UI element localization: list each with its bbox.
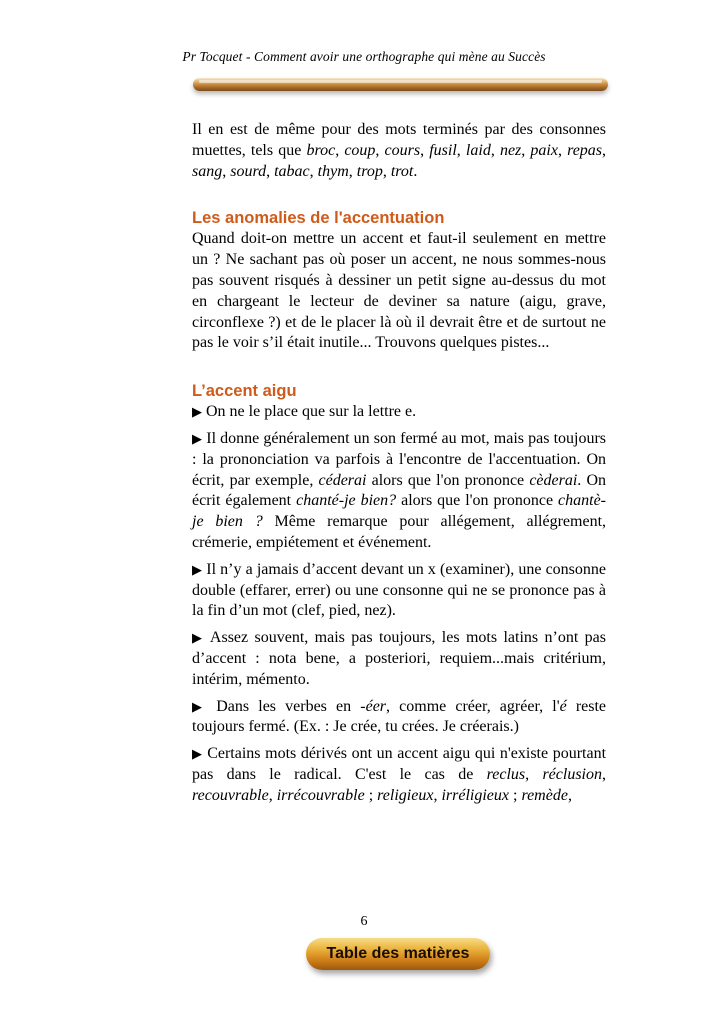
text-run: , — [375, 141, 385, 159]
text-run: , — [266, 162, 275, 180]
bullet-text — [192, 561, 606, 620]
bullet-paragraph — [192, 697, 606, 739]
text-run: Il en est de même pour des mots terminés par des consonnes muettes, tels que — [192, 121, 606, 159]
text-run: Il n’y a jamais d’accent devant un x (examiner), une consonne double (effarer, errer) ou une consonne qui ne se prononce pas à la fin d’un mot (clef, pied, nez). — [192, 560, 606, 620]
text-run: . On écrit également — [192, 471, 607, 510]
bullet-triangle-icon: ▶ — [192, 430, 203, 446]
text-run: alors que l'on prononce — [366, 471, 530, 489]
page-content — [192, 120, 606, 807]
text-run: Certains mots dérivés ont un accent aigu qui n'existe pourtant pas dans le radical. C'est le cas de — [192, 745, 607, 783]
italic-term: é — [559, 697, 567, 715]
bullet-triangle-icon: ▶ — [192, 698, 208, 714]
italic-term: nez — [499, 141, 522, 159]
bullet-text — [192, 698, 606, 736]
bullet-text — [192, 430, 606, 551]
italic-term: chanté-je bien? — [296, 492, 397, 510]
bullet-text — [206, 403, 416, 420]
text-run: , — [602, 765, 606, 783]
header-decorative-bar — [193, 78, 608, 91]
text-run: , — [348, 162, 357, 180]
text-run: , — [456, 141, 466, 159]
text-run: , — [268, 786, 277, 804]
italic-term: coup — [344, 141, 376, 159]
italic-term: thym — [317, 162, 349, 180]
section-heading-anomalies: Les anomalies de l'accentuation — [192, 209, 445, 228]
italic-term: recouvrable — [192, 786, 269, 804]
text-run: , — [382, 162, 391, 180]
table-of-contents-button[interactable]: Table des matières — [306, 938, 490, 970]
bullet-paragraph — [192, 560, 606, 622]
italic-term: fusil — [429, 141, 457, 159]
italic-term: irrécouvrable — [276, 786, 365, 804]
italic-term: sourd — [230, 162, 267, 180]
bullet-triangle-icon: ▶ — [192, 630, 205, 646]
italic-term: broc — [306, 141, 336, 159]
bullet-paragraph — [192, 429, 606, 554]
text-run: , — [521, 141, 531, 159]
text-run: Assez souvent, mais pas toujours, les mots latins n’ont pas d’accent : nota bene, a posteriori, requiem...mais critérium, intérim, mémento. — [192, 629, 607, 688]
italic-term: reclus — [486, 765, 526, 783]
text-run: Dans les verbes en — [216, 697, 361, 715]
text-run: Il donne généralement un son fermé au mot, mais pas toujours : la prononciation va parfois à l'encontre de l'accentuation. On écrit, par exemple, — [192, 429, 607, 489]
text-run: , comme créer, agréer, l' — [386, 697, 560, 715]
text-run: , — [335, 141, 345, 159]
text-run: , — [602, 141, 607, 159]
italic-term: cours — [384, 141, 421, 159]
text-run: , — [222, 162, 231, 180]
italic-term: céderai — [318, 471, 367, 489]
bullet-triangle-icon: ▶ — [192, 404, 202, 420]
text-run: , — [420, 141, 430, 159]
text-run: , — [309, 162, 318, 180]
italic-term: repas — [567, 141, 603, 159]
text-run: alors que l'on prononce — [396, 492, 559, 510]
text-run: Même remarque pour allégement, allégrement, crémerie, empiétement et événement. — [192, 513, 607, 551]
italic-term: trop — [356, 162, 383, 180]
italic-term: laid — [465, 141, 491, 159]
italic-term: sang — [192, 162, 223, 180]
bullet-paragraph — [192, 628, 606, 690]
bullet-text — [192, 745, 606, 804]
italic-term: réclusion — [542, 765, 602, 783]
bullet-triangle-icon: ▶ — [192, 561, 203, 577]
bullet-paragraph — [192, 402, 606, 423]
text-run: , — [525, 765, 543, 783]
italic-term: chantè-je bien ? — [192, 492, 607, 531]
anomalies-paragraph: Quand doit-on mettre un accent et faut-il seulement en mettre un ? Ne sachant pas où poser un accent, ne nous sommes-nous pas souvent risqués à dessiner un petit signe au-dessus du mot en chargeant le lecteur de deviner sa nature (aigu, grave, circonflexe ?) et de le placer là où il devrait être et de surtout ne pas le voir s’il était inutile... Trouvons quelques pistes... — [192, 230, 606, 352]
bullet-paragraph — [192, 744, 606, 806]
text-run: . — [413, 162, 418, 180]
bullet-triangle-icon: ▶ — [192, 746, 203, 762]
italic-term: irréligieux — [441, 786, 509, 804]
italic-term: paix — [530, 141, 558, 159]
italic-term: religieux — [377, 786, 434, 804]
text-run: ; — [508, 786, 522, 804]
italic-term: cèderai — [529, 471, 578, 489]
italic-term: -éer — [360, 697, 387, 715]
italic-term: remède — [521, 786, 568, 804]
text-run: , — [433, 786, 442, 804]
bullet-text — [192, 629, 606, 688]
page-header-title: Pr Tocquet - Comment avoir une orthographe qui mène au Succès — [182, 49, 546, 64]
italic-term: tabac — [274, 162, 310, 180]
text-run: ; — [364, 786, 378, 804]
italic-term: trot — [390, 162, 414, 180]
page-number: 6 — [360, 914, 368, 929]
intro-paragraph — [192, 120, 606, 182]
section-heading-accent-aigu: L’accent aigu — [192, 382, 297, 401]
text-run: reste toujours fermé. (Ex. : Je crée, tu crées. Je créerais.) — [192, 697, 607, 736]
text-run: , — [490, 141, 500, 159]
text-run: On ne le place que sur la lettre e. — [206, 403, 417, 421]
text-run: , — [557, 141, 568, 159]
text-run: , — [567, 786, 572, 804]
